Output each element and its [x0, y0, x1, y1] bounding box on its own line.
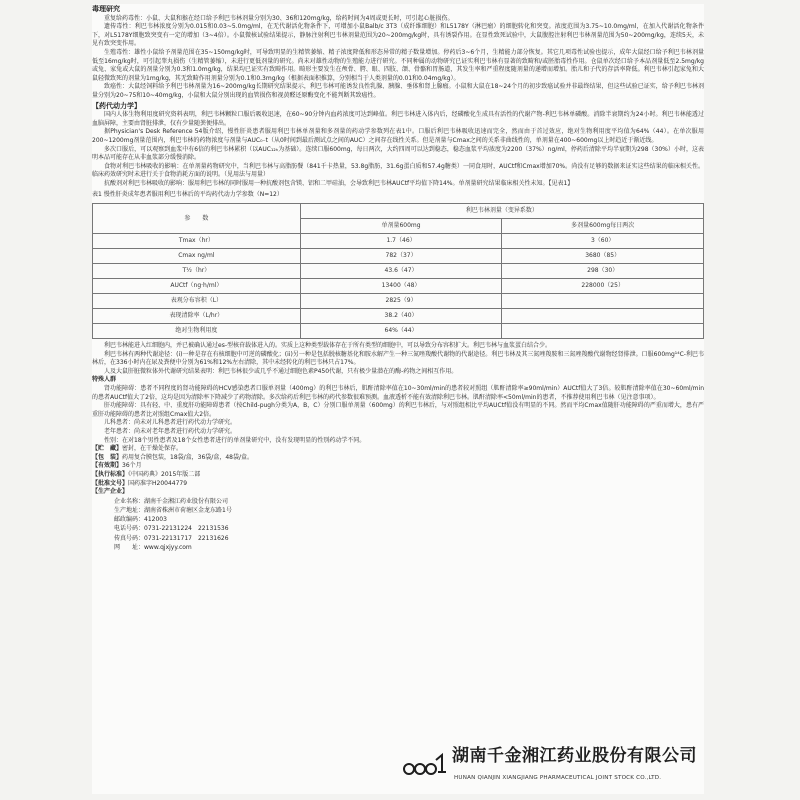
field-key: 【生产企业】	[92, 488, 129, 496]
field-value: 密封，在干燥处保存。	[122, 445, 183, 453]
tox-paragraph-4: 致癌性：大鼠经饲料给予利巴韦林剂量为16~200mg/kg长期研究结果提示，利巴韦林可能诱发良性乳腺、胰腺、垂体和肾上腺瘤。小鼠和大鼠在18~24个月的初步致癌试验并非最终结果，但这些试验已证实，给予利巴韦林剂量分别为20~75和10~40mg/kg，小鼠和大鼠分别出现的血管损伤和视黄醛还原酶变化不能判断其致癌性。	[92, 83, 704, 99]
pk-paragraph-9: 肾功能障碍：患者不同程度的肾功能障碍的HCV感染患者口服单剂量（400mg）的利巴韦林后，肌酐清除率值在10~30ml/min的患者较对照组（肌酐清除率≥90ml/min）AUCtf值大了3倍。较肌酐清除率值在30~60ml/min的患者AUCtf值大了2倍，这均是因为清除率下降减少了药物清除。多次给药后利巴韦林的药代参数很难预测。血液透析不能有效清除利巴韦林。肌酐清除率<50ml/min的患者，不推荐使用利巴韦林（见注意事项）。	[92, 385, 704, 401]
company-info	[114, 497, 704, 552]
pk-paragraph-6: 利巴韦林能进入红细胞内，并已被确认通过es-型核苷载体进入的。实质上这种类型载体存在于所有类型的细胞中，可以导致分布容积扩大。利巴韦林与血浆蛋白结合少。	[104, 342, 551, 350]
pk-param-cell: 绝对生物利用度	[93, 324, 301, 339]
field-value: 36个月	[122, 462, 142, 470]
pk-param-cell: AUCtf（ng·h/ml）	[93, 279, 301, 294]
company-line	[114, 543, 704, 552]
package-insert-page	[92, 4, 704, 794]
company-line	[114, 506, 704, 515]
pk-paragraph-3: 多次口服后，可以观察到血浆中有6倍的利巴韦林累积（以AUC₁₂ₕ为基础）。连续口服600mg，每日两次，大约四周可以达到稳态，稳态血浆平均浓度为2200（37%）ng/ml，停药后清除平均半衰期为298（30%）小时，这表明本品可能存在从非血浆部分缓慢消除。	[92, 145, 704, 162]
multi-dose-header: 多剂量600mg每日两次	[502, 219, 704, 234]
pk-paragraph-5: 抗酸剂对利巴韦林吸收的影响：服用利巴韦林的同时服用一种抗酸剂包含镁、铝和二甲硅油，会导致利巴韦林AUCtf平均值下降14%。单剂量研究结果临床相关性未知。【见表1】	[104, 179, 574, 187]
company-key: 传真号码：	[114, 534, 145, 542]
company-key: 邮政编码：	[114, 516, 145, 524]
pk-paragraph-7: 利巴韦林有两种代谢途径：(i)一种是存在有核细胞中可逆的磷酸化；(ii)另一种是包括脱核糖基化和胺水解产生一种三氮唑羧酸代谢物的代谢途径。利巴韦林及其三氮唑羧胺和三氮唑羧酸代谢物经肾排泄。口服600mg¹⁴C-利巴韦林后，在336小时内在尿及粪便中分别为61%和12%左右清除，其中未经转化的利巴韦林只占17%。	[92, 350, 704, 367]
field-key: 【贮 藏】	[92, 445, 123, 453]
pk-single-dose-cell: 13400（48）	[300, 279, 502, 294]
pk-paragraph-8: 人及大鼠肝脏微粒体外代谢研究结果表明：利巴韦林很少或几乎不通过细胞色素P450代谢，只有极少量潜在的酶-药物之间相互作用。	[104, 367, 458, 375]
pk-multi-dose-cell: 3680（85）	[502, 249, 704, 264]
pk-paragraph-11: 儿科患者：尚未对儿科患者进行药代动力学研究。	[104, 419, 237, 427]
pk-paragraph-1: 国内人体生物利用度研究资料表明，利巴韦林颗粒口服后吸收迅速，在60~90分钟内血药浓度可达到峰值。利巴韦林进入体内后，经磷酸化生成具有活性的代谢产物-利巴韦林单磷酸。消除半衰期约为24小时。利巴韦林能透过血脑屏障，主要由肾脏排泄，仅有少量随粪便排出。	[92, 111, 704, 127]
pk-single-dose-cell: 782（37）	[300, 249, 502, 264]
pk-param-cell: 表现清除率（L/hr）	[93, 309, 301, 324]
company-key: 电话号码：	[114, 525, 145, 533]
pk-multi-dose-cell: 228000（25）	[502, 279, 704, 294]
pk-table-row	[93, 279, 704, 294]
company-value: 湖南千金湘江药业股份有限公司	[144, 497, 229, 505]
qianjin-logo-icon	[402, 752, 448, 782]
dose-group-header: 利巴韦林剂量（变异系数）	[300, 204, 703, 219]
pk-param-cell: Cmax ng/ml	[93, 249, 301, 264]
label-field	[92, 480, 704, 489]
pk-table-row	[93, 294, 704, 309]
field-key: 【批准文号】	[92, 479, 129, 487]
pk-paragraph-4: 食物对利巴韦林吸收的影响：在单剂量药物研究中，当利巴韦林与高脂肪餐（841千卡热量，53.8g脂肪，31.6g蛋白质和57.4g糖类）一同食用时，AUCtf和Cmax增加70%。尚没有足够的数据来证实这些结果的临床相关性。临床药效研究时未进行关于食物消耗方面的说明。（见用法与用量）	[92, 162, 704, 179]
label-field	[92, 471, 704, 480]
logo-company-name-cn: 湖南千金湘江药业股份有限公司	[452, 746, 697, 766]
label-field	[92, 454, 704, 463]
pk-single-dose-cell: 38.2（40）	[300, 309, 502, 324]
field-value: 《中国药典》2015年版二部	[128, 470, 201, 478]
field-key: 【包 装】	[92, 453, 123, 461]
single-dose-header: 单剂量600mg	[300, 219, 502, 234]
pk-table-row	[93, 324, 704, 339]
param-header: 参 数	[93, 204, 301, 234]
company-line	[114, 524, 704, 533]
pk-single-dose-cell: 2825（9）	[300, 294, 502, 309]
label-field	[92, 488, 704, 497]
pk-multi-dose-cell	[502, 294, 704, 309]
special-populations-title: 特殊人群	[92, 376, 117, 384]
label-field	[92, 462, 704, 471]
company-logo	[402, 746, 702, 790]
company-value: 0731-22131717 22131626	[144, 534, 229, 542]
pk-table-row	[93, 264, 704, 279]
pk-param-cell: 表观分布容积（L）	[93, 294, 301, 309]
pk-single-dose-cell: 43.6（47）	[300, 264, 502, 279]
pk-single-dose-cell: 64%（44）	[300, 324, 502, 339]
label-fields	[92, 445, 704, 497]
tox-paragraph-1: 重复给药毒性：小鼠、大鼠和猴在经口给予利巴韦林剂量分别为30、36和120mg/kg，给药时间为4周或更长时，可引起心脏损伤。	[104, 14, 454, 22]
toxicology-title: 毒理研究	[92, 5, 120, 13]
company-line	[114, 515, 704, 524]
company-key: 生产地址：	[114, 506, 145, 514]
company-line	[114, 497, 704, 506]
pk-param-cell: T½（hr）	[93, 264, 301, 279]
pk-parameter-table	[92, 203, 704, 339]
pk-table-row	[93, 234, 704, 249]
company-value: 412003	[144, 516, 167, 524]
field-value: 药用复合膜包装，18袋/盒，36袋/盒，48袋/盒。	[122, 453, 253, 461]
pk-paragraph-2: 据Physician's Desk Reference 54版介绍，慢性肝炎患者服用利巴韦林单剂量和多剂量的药动学参数列在表1中。口服后利巴韦林吸收迅速而完全，然而由于首过效应，绝对生物利用度平均值为64%（44）。在单次服用200~1200mg剂量范围内，利巴韦林的药物浓度与剂量与AUC₀₋t（从0时间到最后测试点之间的AUC）之间存在线性关系。但是剂量与Cmax之间的关系非曲线性的，单剂量在400~600mg以上时趋近于渐近线。	[92, 128, 704, 144]
company-line	[114, 534, 704, 543]
company-key: 企业名称：	[114, 497, 145, 505]
pk-multi-dose-cell	[502, 324, 704, 339]
label-field	[92, 445, 704, 454]
company-value: www.qjxjyy.com	[144, 543, 192, 551]
pk-param-cell: Tmax（hr）	[93, 234, 301, 249]
field-key: 【执行标准】	[92, 470, 129, 478]
pk-table-row	[93, 249, 704, 264]
pk-paragraph-10: 肝功能障碍：具有轻、中、重度肝功能障碍患者（按Child-pugh分类为A，B，C）分别口服单剂量（600mg）的利巴韦林后，与对照组相比平均AUCtf值没有明显的不同。然而平均Cmax值随肝功能障碍的严重而增大，患有严重肝功能障碍的患者比对照组Cmax值大2倍。	[92, 402, 704, 418]
pk-multi-dose-cell	[502, 309, 704, 324]
table-caption: 表1 慢性肝炎成年患者服用利巴韦林后的平均药代动力学参数（N=12）	[92, 191, 283, 199]
pk-multi-dose-cell: 3（60）	[502, 234, 704, 249]
pk-paragraph-12: 老年患者：尚未对老年患者进行药代动力学研究。	[104, 428, 237, 435]
company-value: 0731-22131224 22131536	[144, 525, 229, 533]
pk-multi-dose-cell: 298（30）	[502, 264, 704, 279]
pharmacokinetics-title: 【药代动力学】	[92, 101, 141, 110]
field-value: 国药准字H20044779	[128, 479, 188, 487]
company-value: 湖南省株洲市荷塘区金龙东路1号	[144, 506, 232, 514]
field-key: 【有效期】	[92, 462, 123, 470]
pk-table-row	[93, 309, 704, 324]
pk-single-dose-cell: 1.7（46）	[300, 234, 502, 249]
company-key: 网 址：	[114, 543, 145, 551]
logo-company-name-en: HUNAN QIANJIN XIANGJIANG PHARMACEUTICAL JOINT STOCK CO.,LTD.	[454, 775, 662, 781]
tox-paragraph-3: 生殖毒性：雄性小鼠给予剂量范围在35~150mg/kg时，可导致明显的生精管萎缩、精子浓度降低和形态异常的精子数量增加。停药后3~6个月，生精能力部分恢复。其它几项毒性试验也提示，成年大鼠经口给予利巴韦林剂量低至16mg/kg时，可引起睾丸损伤（生精管萎缩），未进行更低剂量的研究。尚未对雄性动物的生殖能力进行研究。不同种属的动物研究已证实利巴韦林有显著的致畸和/或胚胎毒性作用。仓鼠单次经口给予本品剂量低至2.5mg/kg或兔、家兔或大鼠的剂量分别为0.3和1.0mg/kg，结果均已证实有致畸作用。畸形主要发生在颅骨、腭、眼、四肢、颌、骨骼和胃肠道，其发生率和严重程度随剂量的递增而增加。胎儿和子代的存活率降低。利巴韦林引起家兔和大鼠轻微致死的剂量为1mg/kg，其无致畸作用剂量分别为0.1和0.3mg/kg（根据表面积推算，分别相当于人类剂量的0.01和0.04mg/kg）。	[92, 48, 704, 82]
tox-paragraph-2: 遗传毒性：利巴韦林浓度分别为0.015和0.03~5.0mg/ml，在无代谢活化物条件下，可增加小鼠Balb/c 3T3（成纤维细胞）和L5178Y（淋巴瘤）的细胞转化和突变。浓度范围为3.75~10.0mg/ml，在加入代谢活化物条件下，对L5178Y细胞致突变有一定的增加（3~4倍）。小鼠微核试验结果提示，静脉注射利巴韦林剂量范围为20~200mg/kg时，具有诱裂作用。在显性致死试验中，大鼠腹腔注射利巴韦林剂量范围为50~200mg/kg，连续5天，未见有致突变作用。	[92, 23, 704, 48]
pk-paragraph-13: 性别：在对18个男性患者及18个女性患者进行的单剂量研究中，没有发现明显的性别药动学不同。	[104, 436, 366, 444]
